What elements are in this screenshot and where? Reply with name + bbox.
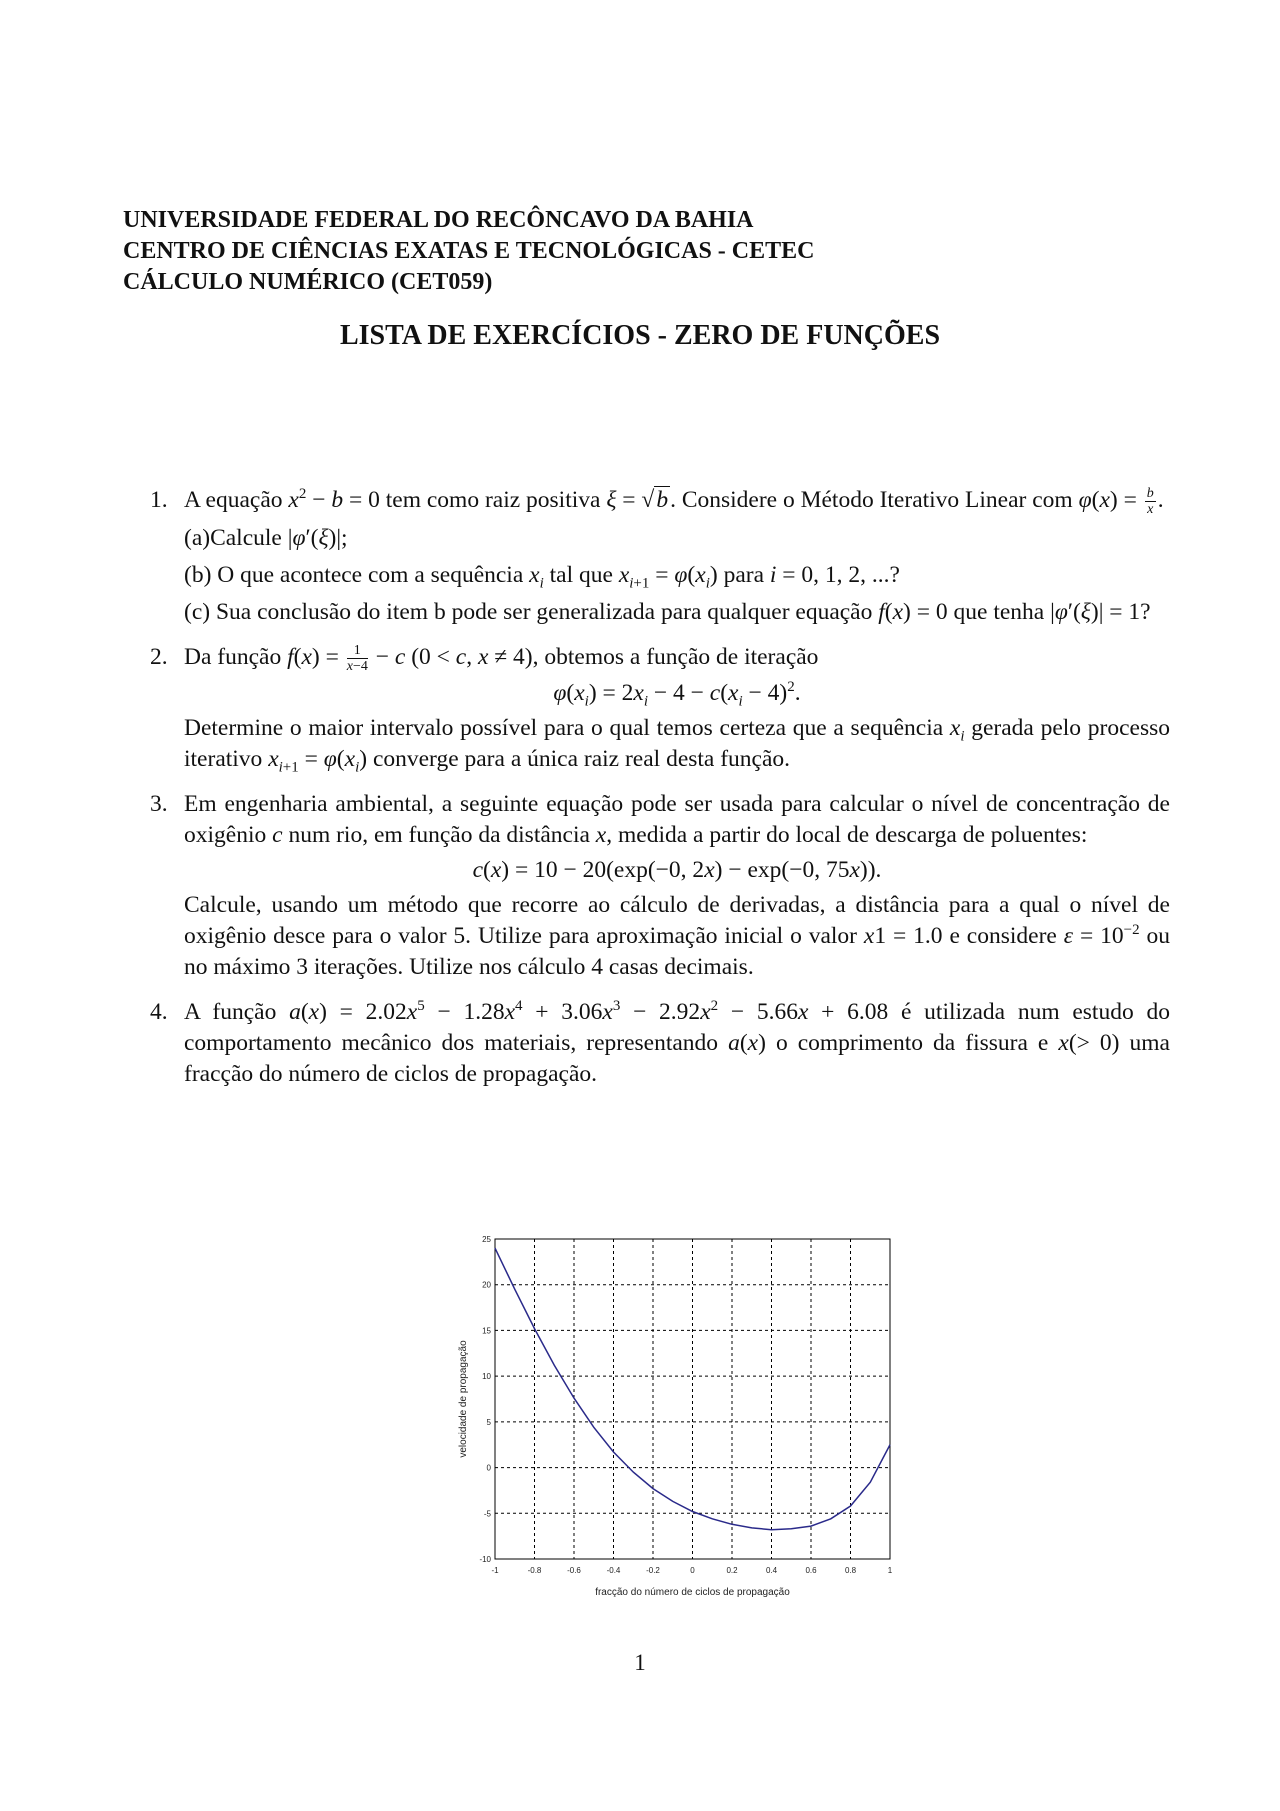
exercise-2 [150,642,1170,775]
x-tick-label: 0.8 [844,1566,857,1575]
x-tick-label: 0.4 [765,1566,778,1575]
x-tick-label: 0 [690,1566,695,1575]
page-number: 1 [634,1650,646,1675]
x-tick-label: -0.6 [567,1566,581,1575]
exercise-list [150,485,1170,1104]
exercise-1b: (b) O que acontece com a sequência $x_i$ tal que $x_{i+1} = \varphi(x_i)$ para i = 0, 1, 2, ...? [184,562,900,592]
iteration-function-formula: $\varphi(x_i) = 2x_i - 4 - c(x_i - 4)^2$. [553,679,801,710]
exercise-2-question: Determine o maior intervalo possível para o qual temos certeza que a sequência $x_i$ gerada pelo processo iterativo $x_{i+1} = \varphi(x_i)$ converge para a única raiz real desta função. [184,715,1170,776]
x-axis-label: fracção do número de ciclos de propagação [595,1587,790,1598]
exercise-3 [150,789,1170,983]
x-tick-label: -0.8 [527,1566,542,1575]
oxygen-formula: c(x) = 10 − 20(exp(−0, 2x) − exp(−0, 75x)). [472,857,882,884]
exercise-1c: (c) Sua conclusão do item b pode ser generalizada para qualquer equação f(x) = 0 que tenha |φ′(ξ)| = 1? [184,599,1151,626]
x-tick-label: -0.2 [646,1566,660,1575]
x-tick-label: -0.4 [606,1566,621,1575]
y-tick-label: 25 [482,1235,491,1244]
y-tick-label: 10 [482,1372,491,1382]
crack-growth-chart [450,1225,910,1605]
institution-header [123,205,814,298]
y-tick-label: -10 [479,1555,491,1564]
exercise-1 [150,485,1170,628]
exercise-3-question: Calcule, usando um método que recorre ao cálculo de derivadas, a distância para a qual o nível de oxigênio desce para o valor 5. Utilize para aproximação inicial o valor x1 = 1.0 e considere $\varepsilon = 10^{-2}$ ou no máximo 3 iterações. Utilize nos cálculo 4 casas decimais. [184,892,1170,981]
x-tick-label: -1 [491,1566,499,1575]
exercise-1-statement: A equação $x^2 - b = 0$ tem como raiz positiva ξ = √b. Considere o Método Iterativo Linear com φ(x) = $\frac{b}{x}$ . [184,486,1164,518]
exercise-1a: (a)Calcule |φ′(ξ)|; [184,525,348,552]
exercise-number: 2. [150,644,168,671]
y-tick-label: 5 [486,1417,491,1427]
center-name: CENTRO DE CIÊNCIAS EXATAS E TECNOLÓGICAS - CETEC [123,238,815,264]
exercise-2-statement: Da função f(x) = $\frac{1}{x-4}$ − c (0 < c, x ≠ 4), obtemos a função de iteração [184,643,819,675]
y-tick-label: 20 [482,1280,491,1290]
course-name: CÁLCULO NUMÉRICO (CET059) [123,269,493,295]
y-tick-label: 15 [482,1326,491,1336]
x-tick-label: 0.2 [726,1566,738,1575]
university-name: UNIVERSIDADE FEDERAL DO RECÔNCAVO DA BAHIA [123,207,754,233]
y-axis-label: velocidade de propagação [458,1340,469,1458]
y-tick-label: -5 [483,1509,491,1519]
x-tick-label: 0.6 [805,1566,817,1575]
exercise-number: 4. [150,999,168,1026]
chart-svg [450,1225,910,1600]
exercise-number: 1. [150,487,168,513]
y-tick-label: 0 [486,1463,491,1473]
x-tick-label: 1 [887,1566,893,1575]
exercise-number: 3. [150,791,168,818]
exercise-4 [150,997,1170,1090]
exercise-3-statement: Em engenharia ambiental, a seguinte equação pode ser usada para calcular o nível de concentração de oxigênio c num rio, em função da distância x, medida a partir do local de descarga de poluentes: [184,791,1170,849]
exercise-4-statement: A função $a(x) = 2.02x^5 - 1.28x^4 + 3.06x^3 - 2.92x^2 - 5.66x + 6.08$ é utilizada num estudo do comportamento mecânico dos materiais, representando a(x) o comprimento da fissura e x(> 0) uma fracção do número de ciclos de propagação. [184,998,1170,1088]
page-title: LISTA DE EXERCÍCIOS - ZERO DE FUNÇÕES [339,320,941,351]
